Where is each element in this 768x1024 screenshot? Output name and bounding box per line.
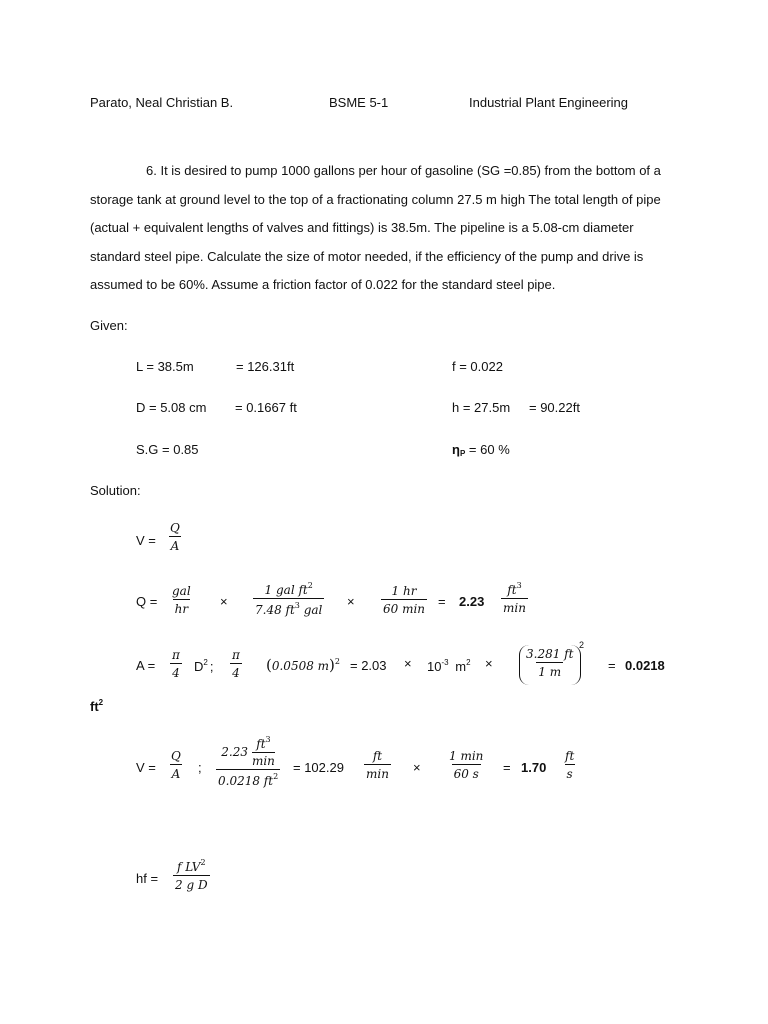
denominator-tail: gal xyxy=(299,603,323,617)
given-length-ft: = 126.31ft xyxy=(236,359,295,374)
equals-symbol: = xyxy=(608,658,616,673)
equals-symbol: = xyxy=(503,760,511,775)
fraction-denominator: hr xyxy=(173,599,190,615)
given-height: h = 27.5m xyxy=(452,400,511,415)
paren-open: ( xyxy=(266,656,272,674)
area-result: 0.0218 xyxy=(625,658,665,673)
numerator-text: 1 gal ft xyxy=(264,583,308,597)
fraction-numerator xyxy=(219,736,277,769)
area-label: A = xyxy=(136,658,156,673)
flow-label: Q = xyxy=(136,594,158,609)
exponent: 2 xyxy=(203,658,208,667)
exponent: -3 xyxy=(441,658,449,667)
fraction-numerator xyxy=(175,859,208,875)
exponent: 2 xyxy=(200,858,206,867)
numerator-unit xyxy=(252,736,275,767)
velocity-minute-conversion xyxy=(447,750,485,780)
given-friction-factor: f = 0.022 xyxy=(452,359,503,374)
fraction-denominator: min xyxy=(364,764,391,780)
velocity-denominator: A xyxy=(169,536,182,552)
exponent: 2 xyxy=(273,772,279,781)
area-conversion-factor xyxy=(524,648,575,678)
denominator-text: 7.48 ft xyxy=(255,603,295,617)
base: 10 xyxy=(427,659,442,674)
area-result-unit xyxy=(90,698,103,714)
diameter-symbol: D xyxy=(194,659,204,674)
eta-subscript: P xyxy=(459,449,466,458)
flow-result: 2.23 xyxy=(459,594,485,609)
fraction-numerator xyxy=(505,582,523,598)
area-pi-over-4-second xyxy=(230,649,242,679)
power-of-ten xyxy=(427,658,471,674)
velocity-intermediate: = 102.29 xyxy=(293,760,344,775)
velocity-fraction xyxy=(168,522,182,552)
fraction-denominator: 4 xyxy=(230,663,242,679)
flow-fraction-conversion xyxy=(253,582,324,616)
fraction-numerator: 3.281 ft xyxy=(526,647,574,661)
given-heading: Given: xyxy=(90,318,128,333)
given-specific-gravity: S.G = 0.85 xyxy=(136,442,199,457)
flow-fraction-hours xyxy=(381,585,427,615)
problem-statement: 6. It is desired to pump 1000 gallons per hour of gasoline (SG =0.85) from the bottom of a storage tank at ground level to the top of a fractionating column 27.5 m high The total length of pipe (actual + equivalent lengths of valves and fittings) is 38.5m. The pipeline is a 5.08-cm diameter standard steel pipe. Calculate the size of motor needed, if the efficiency of the pump and drive is assumed to be 60%. Assume a friction factor of 0.022 for the standard steel pipe. xyxy=(90,163,661,292)
unit-top xyxy=(256,736,270,752)
semicolon: ; xyxy=(209,659,214,674)
denominator-text: 0.0218 ft xyxy=(218,774,274,788)
unit: m xyxy=(455,659,467,674)
fraction-denominator: 2 g D xyxy=(173,875,210,891)
times-symbol: × xyxy=(485,656,493,671)
eta-symbol: η xyxy=(452,442,460,457)
given-height-ft: = 90.22ft xyxy=(529,400,580,415)
given-diameter: D = 5.08 cm xyxy=(136,400,207,415)
times-symbol: × xyxy=(404,656,412,671)
fraction-numerator xyxy=(263,582,315,598)
fraction-denominator: min xyxy=(501,598,528,614)
fraction-numerator: ft xyxy=(372,749,383,763)
exponent: 2 xyxy=(334,657,340,666)
unit: ft xyxy=(90,699,99,714)
solution-heading: Solution: xyxy=(90,483,141,498)
fraction-numerator: 1 hr xyxy=(391,584,417,598)
fraction-denominator: 60 min xyxy=(381,599,427,615)
times-symbol: × xyxy=(220,594,228,609)
fraction-denominator: A xyxy=(170,764,183,780)
fraction-numerator: Q xyxy=(171,749,181,763)
flow-fraction-gal-hr xyxy=(170,585,193,615)
section-label: BSME 5-1 xyxy=(329,95,389,110)
exponent: 3 xyxy=(294,601,300,610)
fraction-numerator: ft xyxy=(565,749,575,763)
fraction-numerator: 1 min xyxy=(449,749,484,763)
given-diameter-ft: = 0.1667 ft xyxy=(235,400,297,415)
fraction-numerator: π xyxy=(232,648,240,662)
diameter-squared xyxy=(194,658,213,674)
head-loss-label: hf = xyxy=(136,871,159,886)
velocity-result: 1.70 xyxy=(521,760,547,775)
diameter-value: 0.0508 m xyxy=(271,659,330,673)
fraction-denominator: 60 s xyxy=(452,764,481,780)
area-diameter-value xyxy=(266,656,340,674)
head-loss-formula xyxy=(173,859,210,891)
paren-close: ) xyxy=(329,656,335,674)
velocity-numerator: Q xyxy=(170,521,180,535)
fraction-denominator: s xyxy=(565,764,575,780)
exponent: 2 xyxy=(307,581,313,590)
fraction-denominator: 1 m xyxy=(536,662,563,678)
conversion-exponent: 2 xyxy=(579,640,585,650)
times-symbol: × xyxy=(413,760,421,775)
course-title: Industrial Plant Engineering xyxy=(469,95,628,110)
eta-value: = 60 % xyxy=(468,442,510,457)
exponent: 3 xyxy=(265,735,271,744)
fraction-numerator: gal xyxy=(172,584,191,598)
velocity-compound-fraction xyxy=(216,736,280,787)
given-length: L = 38.5m xyxy=(136,359,194,374)
unit-text: ft xyxy=(256,737,266,751)
flow-unit xyxy=(501,582,528,614)
velocity-result-unit xyxy=(563,750,576,780)
numerator-text: f LV xyxy=(177,860,201,874)
velocity-label: V = xyxy=(136,533,156,548)
student-name: Parato, Neal Christian B. xyxy=(90,95,234,110)
fraction-denominator xyxy=(253,598,324,616)
given-efficiency xyxy=(452,442,510,458)
area-intermediate: = 2.03 xyxy=(350,658,387,673)
unit-bottom: min xyxy=(251,754,275,768)
fraction-numerator: π xyxy=(172,648,180,662)
fraction-denominator: 4 xyxy=(170,663,182,679)
exponent: 2 xyxy=(466,658,471,667)
velocity-calc-label: V = xyxy=(136,760,156,775)
exponent: 3 xyxy=(516,581,522,590)
equals-symbol: = xyxy=(438,594,446,609)
times-symbol: × xyxy=(347,594,355,609)
semicolon: ; xyxy=(198,760,202,775)
velocity-unit-ft-min xyxy=(364,750,391,780)
fraction-denominator xyxy=(216,769,280,787)
numerator-text: ft xyxy=(507,583,517,597)
area-pi-over-4 xyxy=(170,649,182,679)
exponent: 2 xyxy=(98,698,104,707)
velocity-q-over-a xyxy=(169,750,183,780)
numerator-value: 2.23 xyxy=(221,744,248,759)
